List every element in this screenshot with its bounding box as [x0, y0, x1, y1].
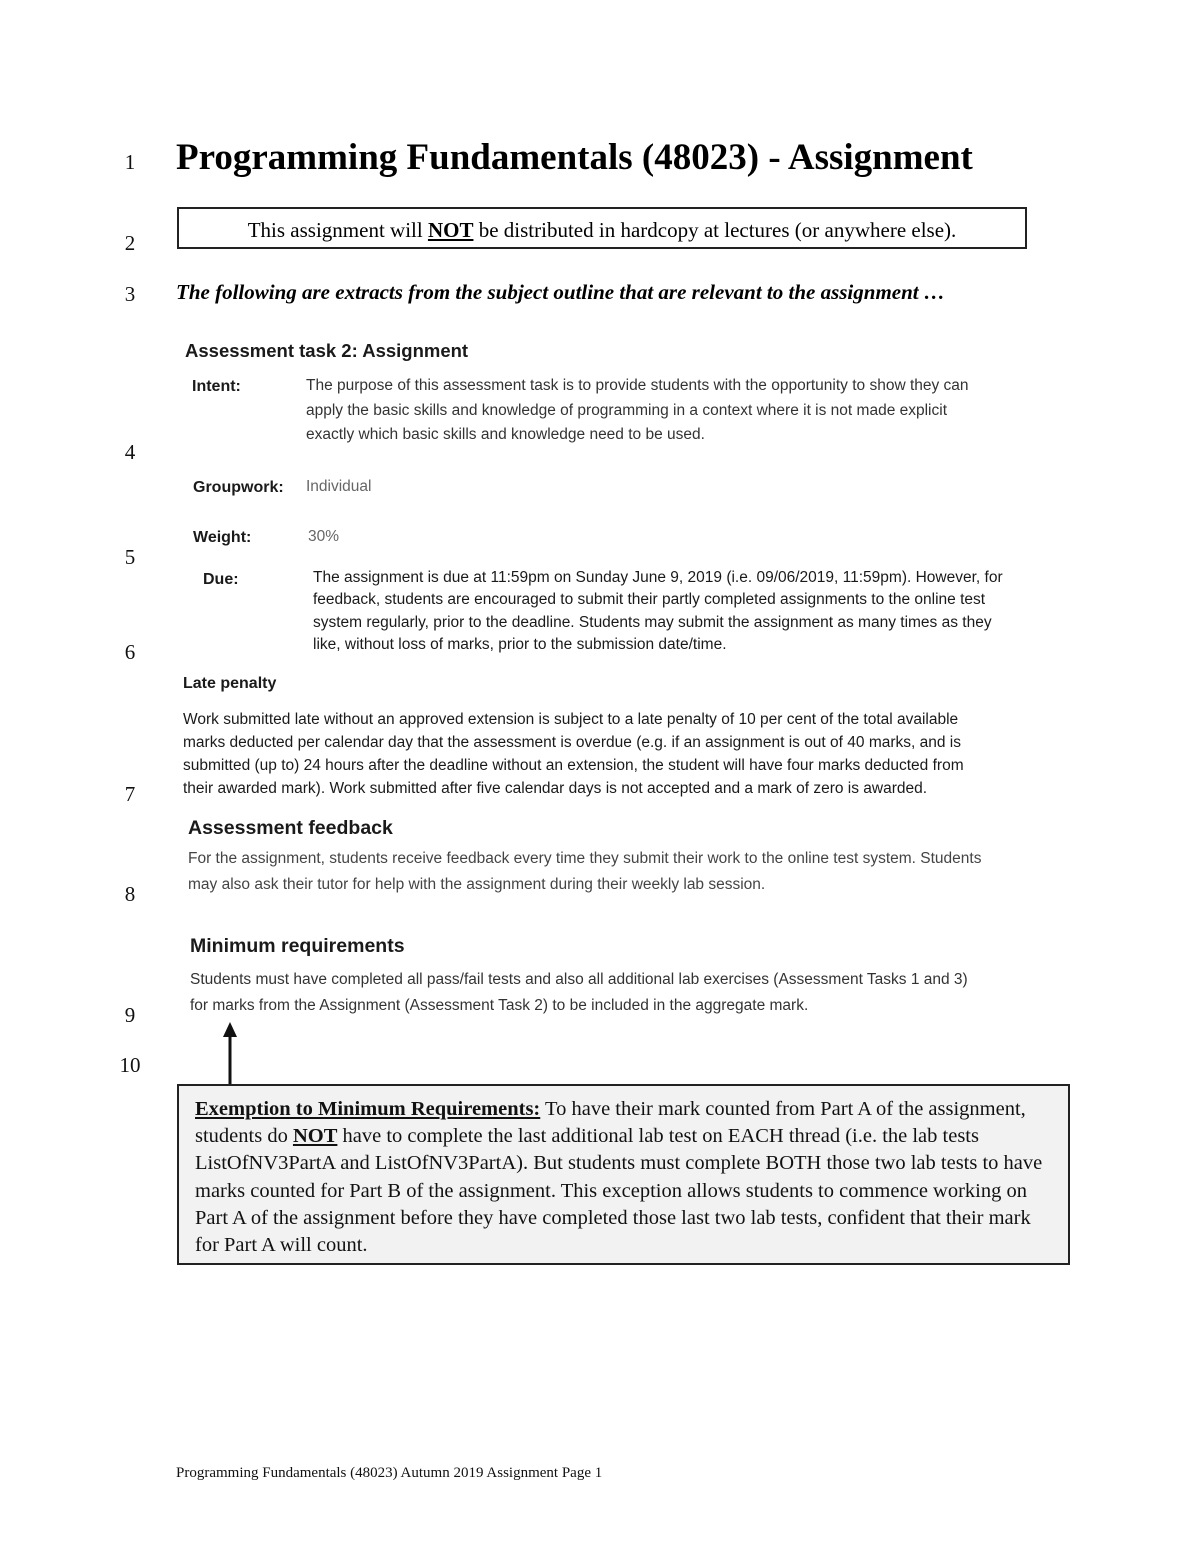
notice-emphasis: NOT: [427, 218, 474, 242]
intent-label: Intent:: [192, 378, 241, 395]
exemption-text-2: have to complete the last additional lab test on EACH thread (i.e. the lab tests ListOfNV3PartA and ListOfNV3PartA). But students must complete BOTH those two lab tests to have marks counted for Part B of the assignment. This exception allows students to commence working on Part A of the assignment before they have completed those last two lab tests, confident that their mark for Part A will count.: [195, 1125, 1043, 1257]
line-number-10: 10: [119, 1053, 141, 1077]
up-arrow-icon: [219, 1022, 241, 1084]
intent-text: [306, 374, 1096, 448]
notice-box: [177, 207, 1027, 249]
due-line: feedback, students are encouraged to submit their partly completed assignments to the online test: [313, 591, 986, 609]
late-penalty-line: Work submitted late without an approved extension is subject to a late penalty of 10 per cent of the total available: [183, 711, 959, 728]
minimum-requirements-line: Students must have completed all pass/fail tests and also all additional lab exercises (Assessment Tasks 1 and 3): [190, 971, 968, 988]
intent-line: exactly which basic skills and knowledge need to be used.: [306, 426, 705, 443]
due-line: system regularly, prior to the deadline. Students may submit the assignment as many times as they: [313, 613, 992, 631]
assessment-feedback-heading: Assessment feedback: [188, 817, 393, 839]
line-number-5: 5: [124, 545, 136, 569]
due-label: Due:: [203, 571, 239, 588]
notice-text-after: be distributed in hardcopy at lectures (or anywhere else).: [473, 218, 957, 242]
late-penalty-line: marks deducted per calendar day that the assessment is overdue (e.g. if an assignment is out of 40 marks, and is: [183, 734, 961, 751]
line-number-2: 2: [124, 231, 136, 255]
exemption-emphasis: NOT: [292, 1125, 338, 1148]
extract-intro: The following are extracts from the subject outline that are relevant to the assignment …: [176, 280, 945, 304]
minimum-requirements-text: [190, 967, 1150, 1018]
weight-label: Weight:: [193, 529, 252, 546]
due-line: like, without loss of marks, prior to the submission date/time.: [313, 635, 727, 653]
groupwork-value: Individual: [306, 478, 372, 495]
late-penalty-heading: Late penalty: [183, 675, 277, 692]
line-number-7: 7: [124, 782, 136, 806]
due-text: [313, 567, 1133, 656]
notice-text-before: This assignment will: [247, 218, 428, 242]
assessment-feedback-line: For the assignment, students receive feedback every time they submit their work to the online test system. Students: [188, 850, 982, 867]
exemption-text-1: To have their mark counted from Part A of the assignment, students do: [195, 1098, 1026, 1148]
assessment-feedback-line: may also ask their tutor for help with the assignment during their weekly lab session.: [188, 875, 766, 893]
assessment-task-heading: Assessment task 2: Assignment: [185, 340, 469, 361]
page-footer: Programming Fundamentals (48023) Autumn 2019 Assignment Page 1: [176, 1465, 603, 1481]
line-number-9: 9: [124, 1003, 136, 1027]
exemption-lead: Exemption to Minimum Requirements:: [195, 1098, 541, 1120]
minimum-requirements-heading: Minimum requirements: [190, 935, 405, 957]
assessment-feedback-text: [188, 846, 1148, 897]
intent-line: The purpose of this assessment task is to provide students with the opportunity to show they can: [306, 377, 969, 394]
late-penalty-text: [183, 708, 1143, 800]
weight-value: 30%: [308, 528, 340, 545]
late-penalty-line: their awarded mark). Work submitted after five calendar days is not accepted and a mark of zero is awarded.: [183, 780, 928, 797]
line-number-4: 4: [124, 440, 136, 464]
exemption-box: [177, 1084, 1070, 1265]
intent-line: apply the basic skills and knowledge of programming in a context where it is not made explicit: [306, 401, 947, 419]
groupwork-label: Groupwork:: [193, 479, 284, 496]
late-penalty-line: submitted (up to) 24 hours after the deadline without an extension, the student will have four marks deducted from: [183, 757, 964, 774]
line-number-1: 1: [124, 150, 136, 174]
line-number-8: 8: [124, 882, 136, 906]
line-number-3: 3: [124, 282, 136, 306]
line-number-6: 6: [124, 640, 136, 664]
page-title: Programming Fundamentals (48023) - Assignment: [176, 137, 973, 178]
due-line: The assignment is due at 11:59pm on Sunday June 9, 2019 (i.e. 09/06/2019, 11:59pm). However, for: [313, 569, 1003, 586]
minimum-requirements-line: for marks from the Assignment (Assessment Task 2) to be included in the aggregate mark.: [190, 996, 809, 1014]
